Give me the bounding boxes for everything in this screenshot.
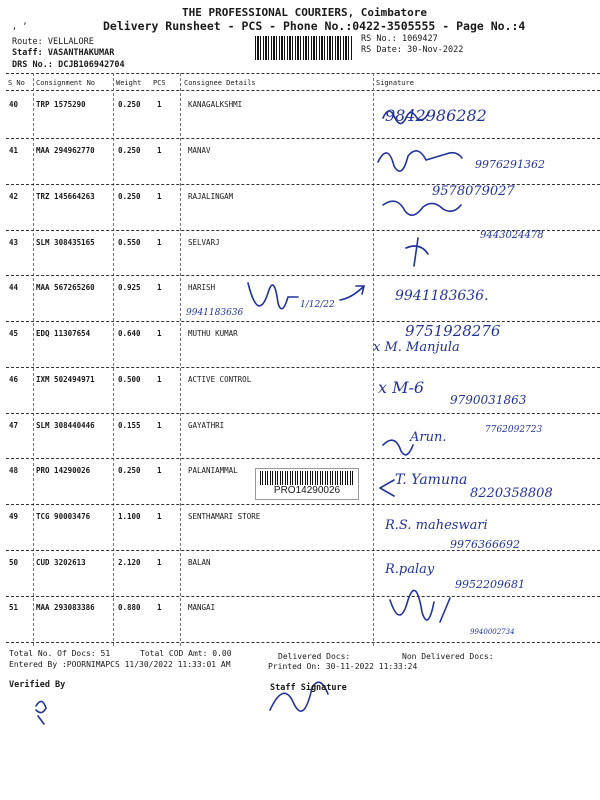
handwritten-phone: 9790031863 — [450, 393, 527, 407]
route-label: Route: — [12, 37, 43, 47]
signature-scribble — [390, 590, 450, 622]
col-header-weight: Weight — [116, 79, 142, 87]
handwritten-name: x M. Manjula — [373, 340, 460, 355]
header-marks: , ʼ — [12, 22, 28, 32]
row-consignment: MAA 567265260 — [36, 283, 95, 292]
row-pcs: 1 — [157, 603, 162, 612]
handwritten-phone: 9976291362 — [475, 158, 545, 171]
document-subtitle: Delivery Runsheet - PCS - Phone No.:0422-3505555 - Page No.:4 — [103, 19, 526, 33]
non-delivered-docs: Non Delivered Docs: — [402, 652, 494, 661]
row-sno: 50 — [9, 558, 19, 567]
row-pcs: 1 — [157, 421, 162, 430]
handwritten-phone: 9842986282 — [385, 106, 487, 125]
handwritten-phone: 9941183636. — [395, 288, 489, 304]
row-consignee: KANAGALKSHMI — [188, 100, 243, 109]
row-consignee: HARISH — [188, 283, 216, 292]
arrow-scribble — [380, 480, 394, 496]
sticker-barcode — [260, 471, 354, 485]
verifier-signature-scribble — [36, 701, 46, 724]
handwritten-date: 1/12/22 — [300, 300, 335, 310]
col-header-consignment: Consignment No — [36, 79, 96, 87]
row-weight: 1.100 — [118, 512, 141, 521]
staff-value: VASANTHAKUMAR — [47, 48, 115, 58]
handwritten-name: T. Yamuna — [395, 472, 468, 488]
row-consignment: PRO 14290026 — [36, 466, 91, 475]
col-header-pcs: PCS — [153, 79, 166, 87]
col-header-consignee: Consignee Details — [184, 79, 256, 87]
row-consignment: TRP 1575290 — [36, 100, 86, 109]
row-consignee: GAYATHRI — [188, 421, 225, 430]
total-cod: Total COD Amt: 0.00 — [140, 649, 232, 658]
row-consignment: MAA 293083386 — [36, 603, 95, 612]
signature-scribble — [406, 238, 428, 266]
handwritten-phone: 9578079027 — [432, 184, 515, 199]
handwritten-phone: 9952209681 — [455, 578, 525, 591]
document-title: THE PROFESSIONAL COURIERS, Coimbatore — [182, 6, 428, 19]
col-header-signature: Signature — [376, 79, 414, 87]
handwritten-phone: 8220358808 — [470, 486, 553, 501]
row-pcs: 1 — [157, 466, 162, 475]
row-sno: 45 — [9, 329, 19, 338]
row-weight: 0.925 — [118, 283, 141, 292]
total-docs: Total No. Of Docs: 51 — [9, 649, 111, 658]
handwritten-phone: 9940002734 — [470, 628, 515, 636]
drs-value: DCJB106942704 — [58, 60, 125, 70]
signature-scribble — [383, 440, 413, 455]
row-weight: 0.500 — [118, 375, 141, 384]
row-pcs: 1 — [157, 100, 162, 109]
row-consignment: MAA 294962770 — [36, 146, 95, 155]
row-weight: 0.250 — [118, 100, 141, 109]
row-sno: 47 — [9, 421, 19, 430]
row-pcs: 1 — [157, 329, 162, 338]
staff-signature-label: Staff Signature — [270, 683, 347, 693]
rs-date-value: 30-Nov-2022 — [407, 45, 464, 55]
rs-no-value: 1069427 — [401, 34, 438, 44]
row-consignment: TRZ 145664263 — [36, 192, 95, 201]
staff-label: Staff: — [12, 48, 43, 58]
signature-scribble — [383, 111, 429, 124]
row-pcs: 1 — [157, 283, 162, 292]
row-pcs: 1 — [157, 512, 162, 521]
row-pcs: 1 — [157, 375, 162, 384]
entered-by: Entered By :POORNIMAPCS 11/30/2022 11:33:01 AM — [9, 660, 231, 669]
row-weight: 0.155 — [118, 421, 141, 430]
handwritten-name: R.palay — [385, 562, 435, 577]
row-consignee: SENTHAMARI STORE — [188, 512, 261, 521]
rs-no-label: RS No.: — [361, 34, 397, 44]
row-weight: 0.880 — [118, 603, 141, 612]
rs-date-label: RS Date: — [361, 45, 402, 55]
row-consignment: IXM 502494971 — [36, 375, 95, 384]
row-sno: 41 — [9, 146, 19, 155]
row-sno: 48 — [9, 466, 19, 475]
row-sno: 43 — [9, 238, 19, 247]
route-value: VELLALORE — [47, 37, 94, 47]
row-consignee: PALANIAMMAL — [188, 466, 238, 475]
sticker-text: PRO14290026 — [273, 485, 341, 496]
signature-scribble — [383, 201, 461, 215]
row-sno: 46 — [9, 375, 19, 384]
drs-label: DRS No.: — [12, 60, 53, 70]
row-weight: 0.250 — [118, 146, 141, 155]
row-pcs: 1 — [157, 192, 162, 201]
handwritten-phone: 9976366692 — [450, 538, 520, 551]
arrow-scribble — [340, 286, 364, 300]
row-sno: 49 — [9, 512, 19, 521]
verified-by-label: Verified By — [9, 680, 66, 690]
row-pcs: 1 — [157, 558, 162, 567]
row-consignee: MUTHU KUMAR — [188, 329, 238, 338]
row-sno: 42 — [9, 192, 19, 201]
handwritten-name: x M-6 — [378, 378, 425, 397]
row-weight: 0.550 — [118, 238, 141, 247]
handwritten-phone: 9751928276 — [405, 322, 501, 340]
row-weight: 2.120 — [118, 558, 141, 567]
row-weight: 0.640 — [118, 329, 141, 338]
row-sno: 51 — [9, 603, 19, 612]
handwritten-name: R.S. maheswari — [385, 518, 488, 533]
printed-on: Printed On: 30-11-2022 11:33:24 — [268, 662, 418, 671]
row-sno: 44 — [9, 283, 19, 292]
signature-scribble — [248, 283, 298, 309]
row-weight: 0.250 — [118, 466, 141, 475]
delivered-docs: Delivered Docs: — [278, 652, 351, 661]
row-consignee: BALAN — [188, 558, 211, 567]
row-sno: 40 — [9, 100, 19, 109]
row-pcs: 1 — [157, 238, 162, 247]
row-consignment: EDQ 11307654 — [36, 329, 91, 338]
row-consignment: TCG 90003476 — [36, 512, 91, 521]
handwritten-phone: 7762092723 — [485, 425, 543, 435]
row-consignee: RAJALINGAM — [188, 192, 234, 201]
row-consignee: SELVARJ — [188, 238, 220, 247]
row-pcs: 1 — [157, 146, 162, 155]
row-consignment: CUD 3202613 — [36, 558, 86, 567]
row-consignee: MANAV — [188, 146, 211, 155]
handwritten-name: Arun. — [410, 430, 447, 445]
row-consignee: ACTIVE CONTROL — [188, 375, 252, 384]
row-consignee: MANGAI — [188, 603, 216, 612]
row-consignment: SLM 308440446 — [36, 421, 95, 430]
signature-scribble — [378, 151, 462, 171]
col-header-sno: S No — [8, 79, 25, 87]
handwritten-phone: 9941183636 — [186, 308, 244, 318]
barcode-sticker — [255, 468, 359, 500]
handwritten-phone: 9443024478 — [480, 230, 544, 241]
row-consignment: SLM 308435165 — [36, 238, 95, 247]
row-weight: 0.250 — [118, 192, 141, 201]
